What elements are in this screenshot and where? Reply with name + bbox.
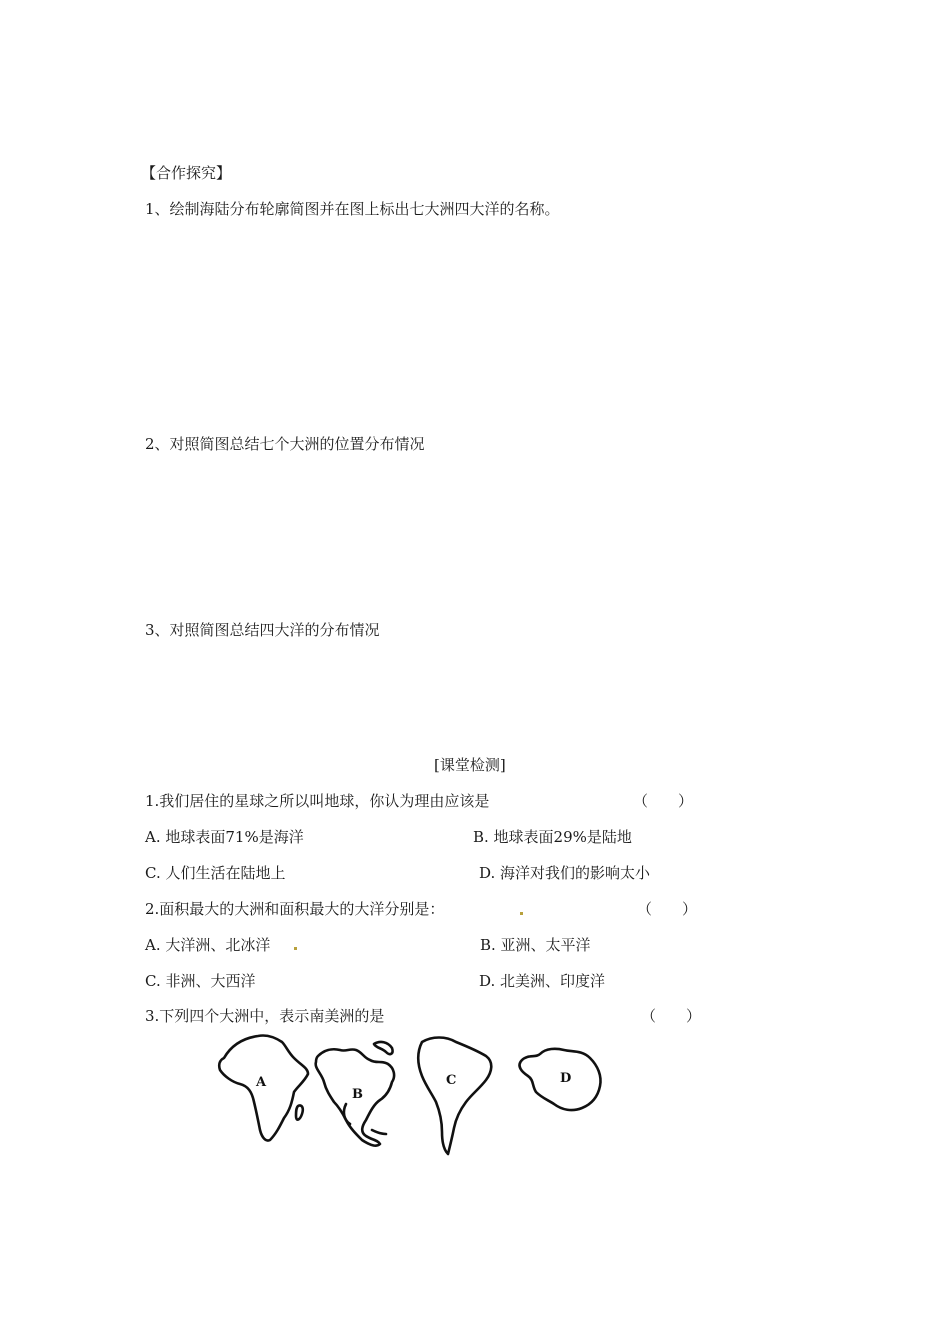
task-2: 2、对照简图总结七个大洲的位置分布情况 <box>145 435 425 453</box>
question-1-answer-paren[interactable]: （ ） <box>633 792 694 810</box>
map-label-d: D <box>560 1071 572 1086</box>
map-label-a: A <box>256 1075 267 1090</box>
question-1-option-a: A. 地球表面71%是海洋 <box>145 828 304 846</box>
continent-outlines-figure <box>210 1030 630 1160</box>
question-2-option-a: A. 大洋洲、北冰洋 <box>145 936 271 954</box>
mark-dot <box>294 947 297 950</box>
map-label-c: C <box>446 1073 457 1088</box>
quiz-title: [课堂检测] <box>434 756 506 774</box>
continent-africa-outline <box>219 1035 308 1140</box>
question-1-stem: 1.我们居住的星球之所以叫地球，你认为理由应该是 <box>145 792 490 810</box>
question-3-stem: 3.下列四个大洲中，表示南美洲的是 <box>145 1007 385 1025</box>
question-1-option-b: B. 地球表面29%是陆地 <box>473 828 632 846</box>
question-2-answer-paren[interactable]: （ ） <box>637 900 698 918</box>
map-label-b: B <box>352 1087 363 1102</box>
question-1-option-d: D. 海洋对我们的影响太小 <box>479 864 651 882</box>
question-2-option-b: B. 亚洲、太平洋 <box>480 936 591 954</box>
question-2-option-d: D. 北美洲、印度洋 <box>479 972 606 990</box>
continent-north-america-outline <box>316 1042 394 1146</box>
question-1-option-c: C. 人们生活在陆地上 <box>145 864 286 882</box>
continent-south-america-outline <box>418 1038 491 1155</box>
question-2-option-c: C. 非洲、大西洋 <box>145 972 256 990</box>
mark-dot <box>520 912 523 915</box>
continent-antarctica-outline <box>520 1049 601 1110</box>
question-2-stem: 2.面积最大的大洲和面积最大的大洋分别是： <box>145 900 445 918</box>
question-3-answer-paren[interactable]: （ ） <box>641 1007 702 1025</box>
task-1: 1、绘制海陆分布轮廓简图并在图上标出七大洲四大洋的名称。 <box>145 200 560 218</box>
task-3: 3、对照简图总结四大洋的分布情况 <box>145 621 380 639</box>
section-title: 【合作探究】 <box>141 164 232 182</box>
